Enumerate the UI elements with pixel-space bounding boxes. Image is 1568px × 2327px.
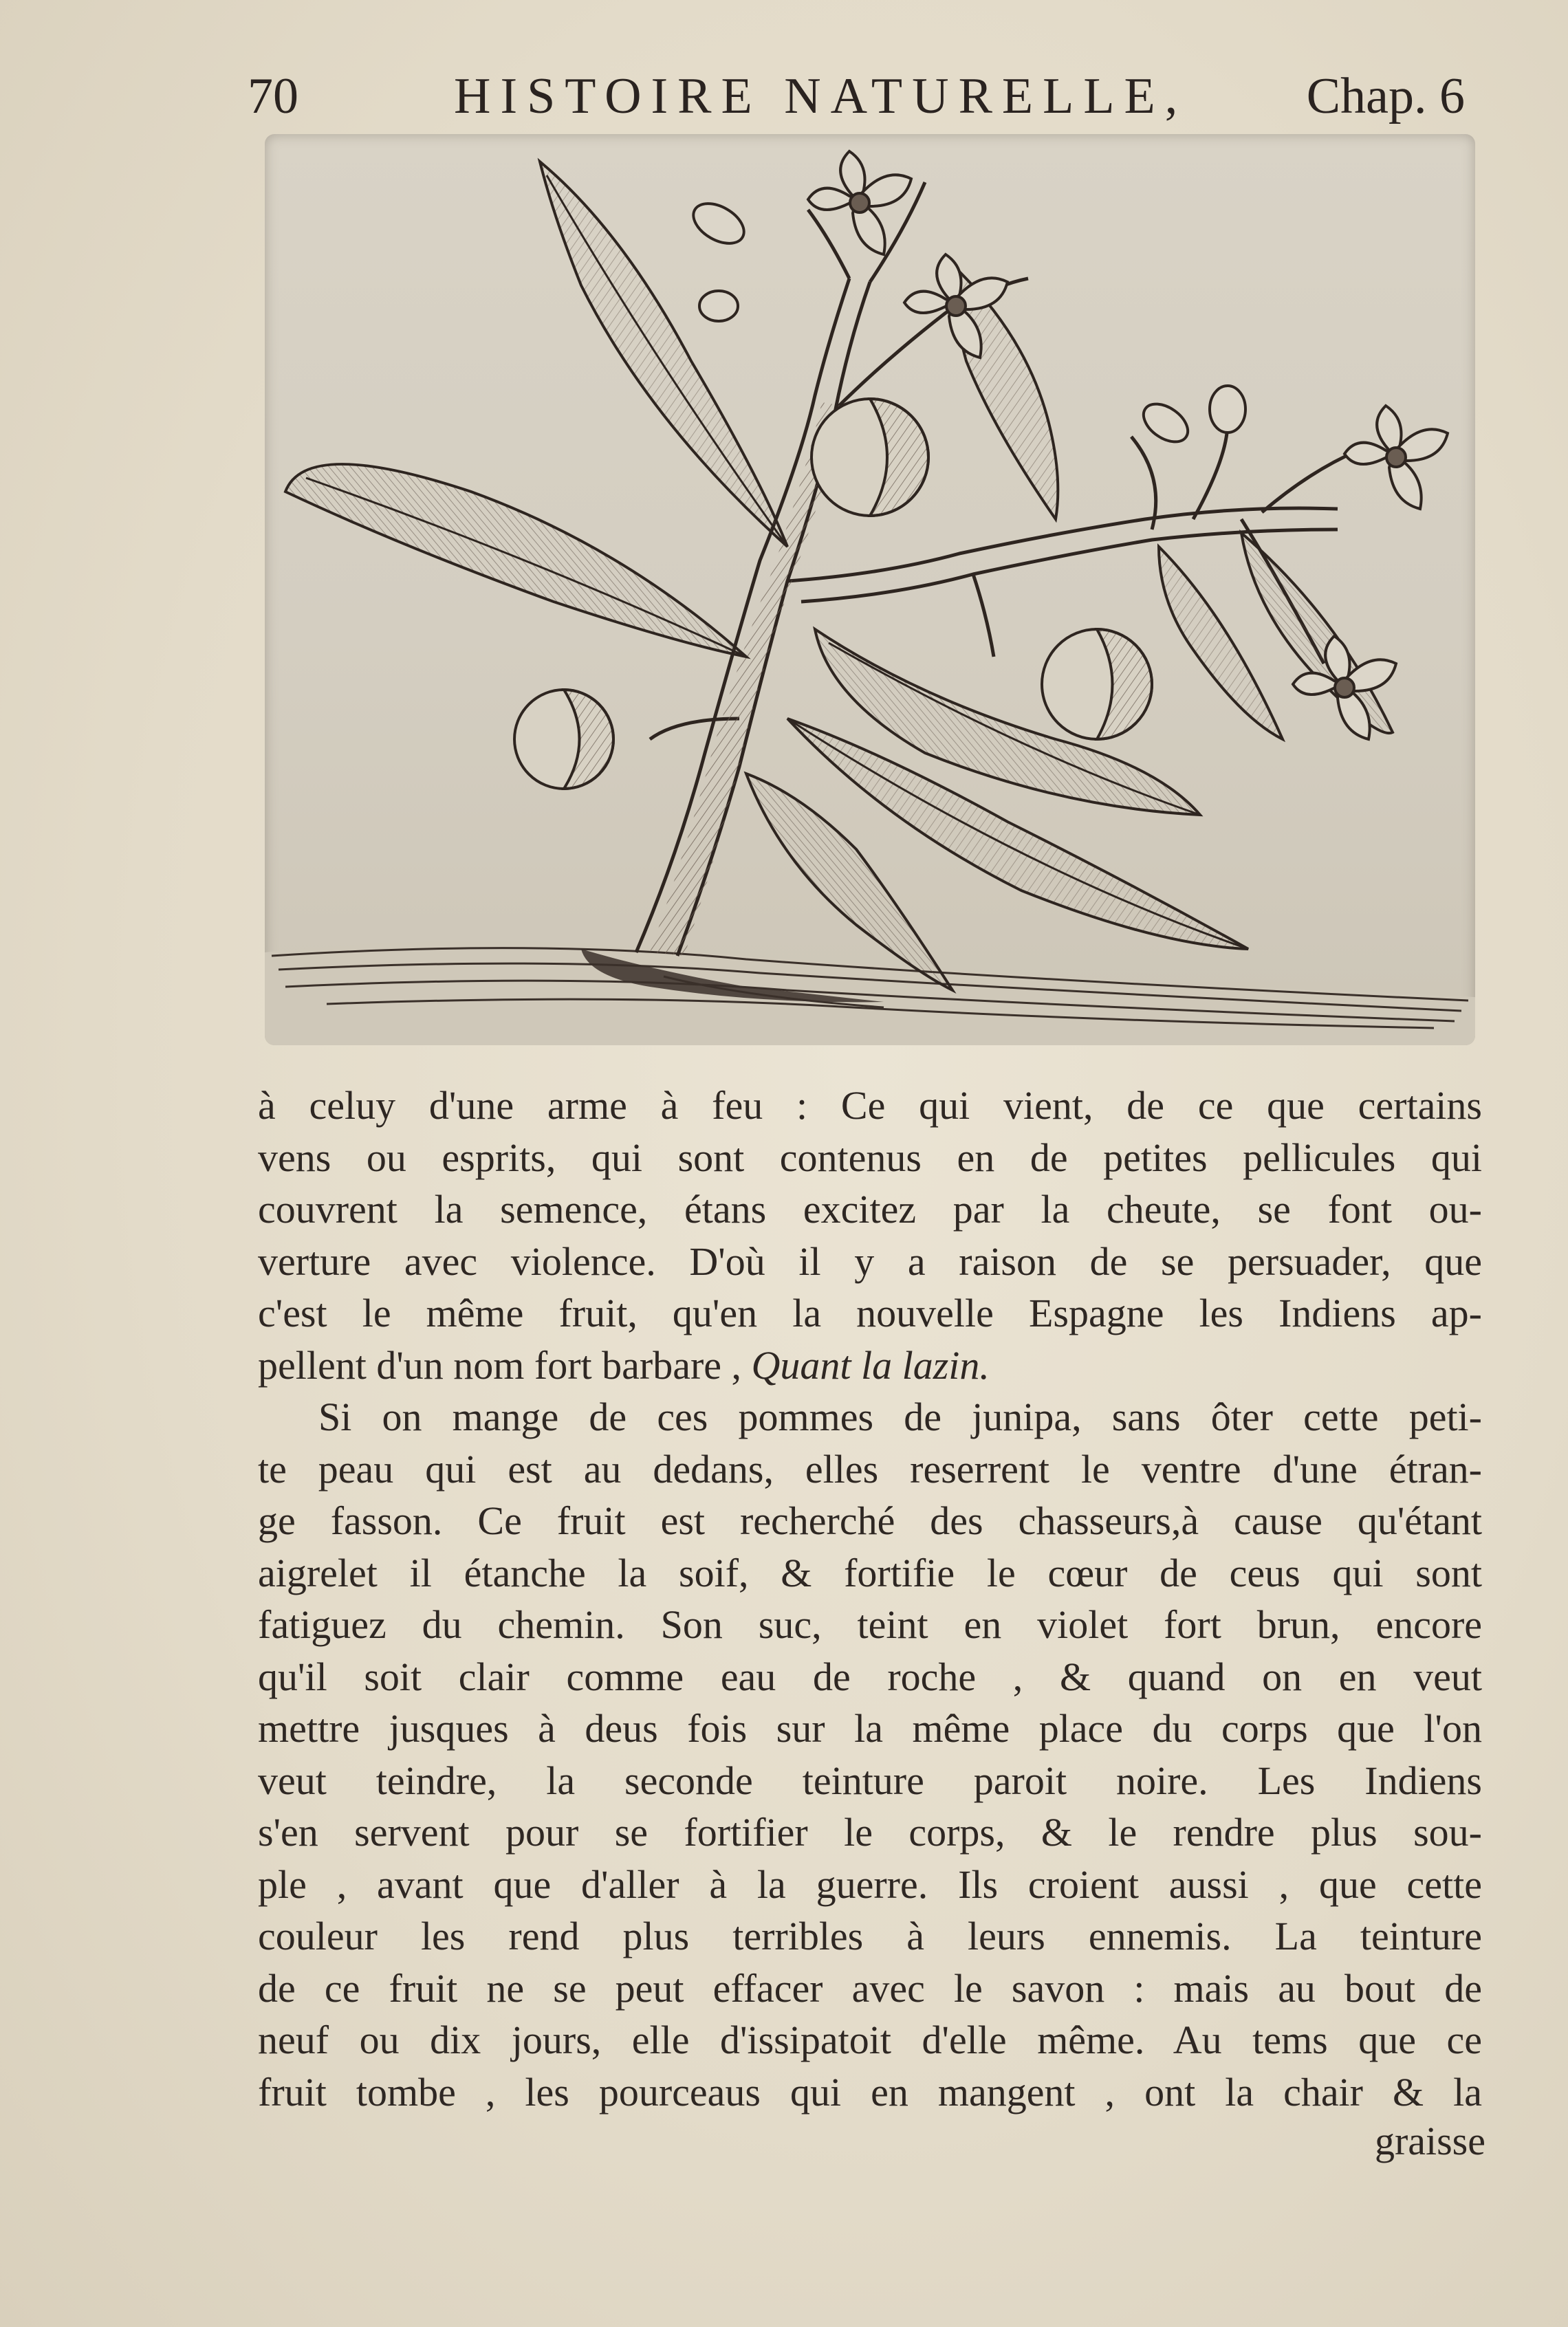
text-segment: pellent d'un nom fort barbare ,	[258, 1342, 741, 1388]
text-line: à celuy d'une arme à feu : Ce qui vient, de ce que certains	[258, 1083, 1482, 1128]
text-line: fatiguez du chemin. Son suc, teint en violet fort brun, encore	[258, 1602, 1482, 1647]
text-line: te peau qui est au dedans, elles reserrent le ventre d'une étran-	[258, 1446, 1482, 1492]
text-line: Si on mange de ces pommes de junipa, sans ôter cette peti-	[318, 1395, 1482, 1439]
chapter-label: Chap. 6	[1306, 68, 1465, 124]
text-line: vens ou esprits, qui sont contenus en de petites pellicules qui	[258, 1135, 1482, 1180]
text-line: de ce fruit ne se peut effacer avec le savon : mais au bout de	[258, 1965, 1482, 2011]
text-line: c'est le même fruit, qu'en la nouvelle Espagne les Indiens ap-	[258, 1291, 1482, 1335]
text-line: aigrelet il étanche la soif, & fortifie le cœur de ceus qui sont	[258, 1550, 1482, 1595]
text-line: ge fasson. Ce fruit est recherché des chasseurs,à cause qu'étant	[258, 1498, 1482, 1543]
text-line: couleur les rend plus terribles à leurs ennemis. La teinture	[258, 1914, 1482, 1958]
text-line: verture avec violence. D'où il y a raison de se persuader, que	[258, 1238, 1482, 1284]
engraving-plate	[265, 134, 1475, 1045]
body-text	[258, 1080, 1482, 2118]
italic-term: Quant la lazin.	[751, 1342, 990, 1388]
page-number: 70	[248, 68, 298, 124]
text-line	[258, 1340, 1482, 1392]
text-line: mettre jusques à deus fois sur la même place du corps que l'on	[258, 1706, 1482, 1751]
text-line: qu'il soit clair comme eau de roche , & quand on en veut	[258, 1654, 1482, 1699]
text-line: fruit tombe , les pourceaus qui en mangent , ont la chair & la	[258, 2069, 1482, 2115]
text-line: veut teindre, la seconde teinture paroit noire. Les Indiens	[258, 1758, 1482, 1803]
page-header	[248, 61, 1465, 143]
catchword: graisse	[1374, 2119, 1485, 2163]
text-line: s'en servent pour se fortifier le corps, & le rendre plus sou-	[258, 1810, 1482, 1855]
text-line: neuf ou dix jours, elle d'issipatoit d'elle même. Au tems que ce	[258, 2018, 1482, 2062]
text-line: ple , avant que d'aller à la guerre. Ils croient aussi , que cette	[258, 1861, 1482, 1907]
engraving-plant-branch-icon	[265, 134, 1475, 1045]
text-line: couvrent la semence, étans excitez par la cheute, se font ou-	[258, 1187, 1482, 1232]
running-title: HISTOIRE NATURELLE,	[454, 68, 1188, 124]
